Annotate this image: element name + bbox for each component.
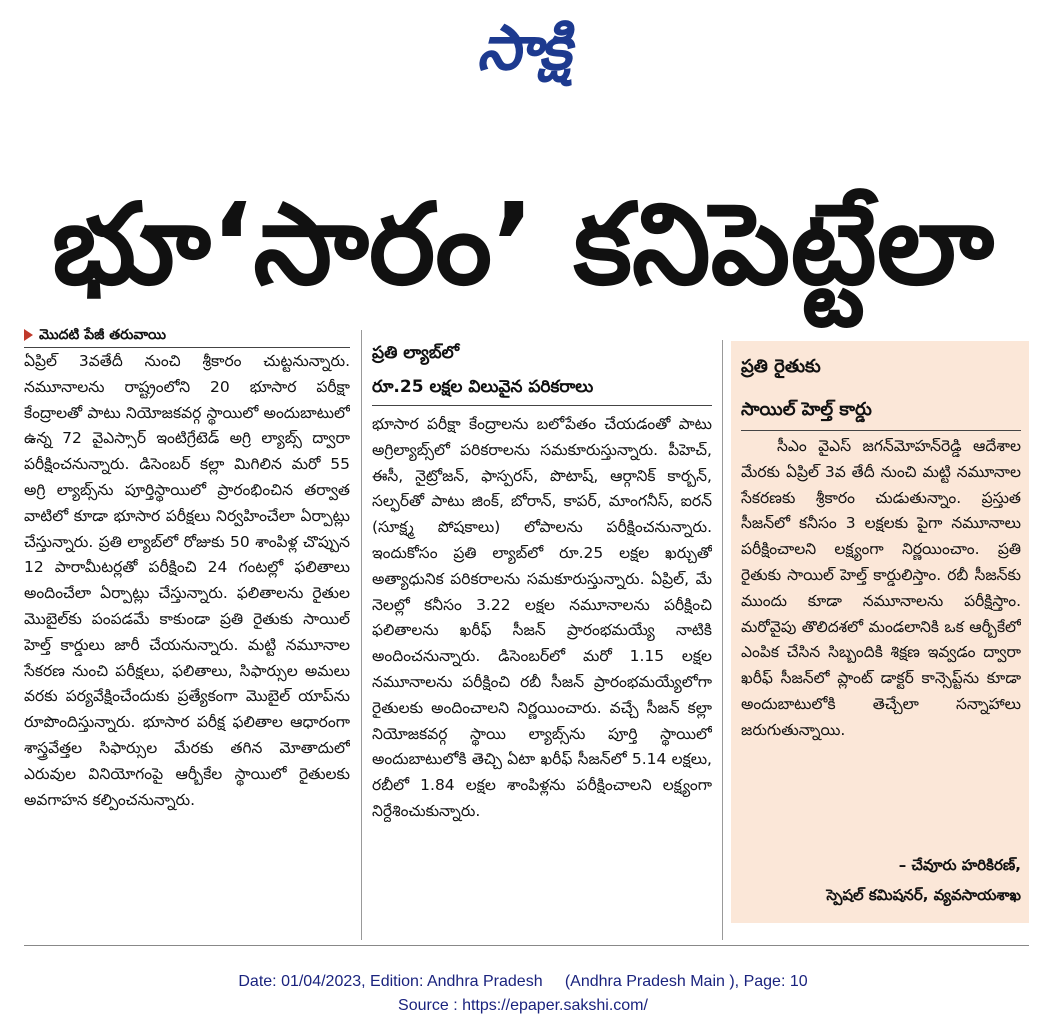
- continuation-note: [24, 327, 166, 346]
- sidebar-quote: [741, 434, 1021, 852]
- article-column-2: [372, 412, 712, 935]
- logo-text: సాక్షి: [476, 11, 570, 84]
- column1-top-rule: [24, 347, 350, 348]
- triangle-icon: [24, 329, 33, 341]
- signature-name: – చేవూరు హరికిరణ్,: [898, 856, 1021, 874]
- article-column-1: [24, 349, 350, 935]
- column2-subheading-line1: ప్రతి ల్యాబ్‌లో: [372, 343, 460, 363]
- footer-date-line: Date: 01/04/2023, Edition: Andhra Pradesh (Andhra Pradesh Main ), Page: 10: [238, 973, 808, 990]
- sidebar-rule: [741, 430, 1021, 431]
- footer-rule: [24, 945, 1029, 946]
- sidebar-title-line1: ప్రతి రైతుకు: [741, 356, 821, 377]
- continuation-label: మొదటి పేజీ తరువాయి: [39, 327, 166, 343]
- masthead-logo: [0, 8, 1046, 88]
- footer-source-line: Source : https://epaper.sakshi.com/: [398, 997, 648, 1014]
- column2-body: భూసార పరీక్షా కేంద్రాలను బలోపేతం చేయడంతో పాటు అగ్రిల్యాబ్స్‌లో పరికరాలను సమకూరుస్తున్నారు. పీహెచ్, ఈసీ, నైట్రోజన్, ఫాస్పరస్, పొటాష్, ఆర్గానిక్ కార్బన్, సల్ఫర్‌తో పాటు జింక్, బోరాన్, కాపర్, మాంగనీస్, ఐరన్ (సూక్ష్మ పోషకాలు) లోపాలను పరీక్షించనున్నారు. ఇందుకోసం ప్రతి ల్యాబ్‌లో రూ.25 లక్షల ఖర్చుతో అత్యాధునిక పరికరాలను సమకూరుస్తున్నారు. ఏప్రిల్, మే నెలల్లో కనీసం 3.22 లక్షల నమూనాలను పరీక్షించి ఫలితాలను ఖరీఫ్ సీజన్ ప్రారంభమయ్యే నాటికి అందించనున్నారు. డిసెంబర్‌లో మరో 1.15 లక్షల నమూనాలను పరీక్షించి రబీ సీజన్ ప్రారంభమయ్యేలోగా రైతులకు అందించాలని నిర్ణయించారు. వచ్చే సీజన్ కల్లా నియోజకవర్గ స్థాయి ల్యాబ్స్‌ను పూర్తి స్థాయిలో అందుబాటులోకి తెచ్చి ఏటా ఖరీఫ్ సీజన్‌లో 5.14 లక్షలు, రబీలో 1.84 లక్షల శాంపిళ్లను పరీక్షించాలని లక్ష్యంగా నిర్దేశించుకున్నారు.: [372, 415, 712, 820]
- column1-body: ఏప్రిల్ 3వతేదీ నుంచి శ్రీకారం చుట్టనున్నారు. నమూనాలను రాష్ట్రంలోని 20 భూసార పరీక్షా కేంద్రాలతో పాటు నియోజకవర్గ స్థాయిలో అందుబాటులో ఉన్న 72 వైఎస్సార్ ఇంటిగ్రేటెడ్ అగ్రి ల్యాబ్స్ ద్వారా పరీక్షించనున్నారు. డిసెంబర్ కల్లా మిగిలిన మరో 55 అగ్రి ల్యాబ్స్‌ను పూర్తిస్థాయిలో ప్రారంభించిన తర్వాత వాటిలో కూడా భూసార పరీక్షలు నిర్వహించేలా ఏర్పాట్లు చేస్తున్నారు. ప్రతి ల్యాబ్‌లో రోజుకు 50 శాంపిళ్ల చొప్పున 12 పారామీటర్లతో పరీక్షించి 24 గంటల్లో ఫలితాలు అందించేలా ఏర్పాట్లు చేస్తున్నారు. ఫలితాలను రైతుల మొబైల్‌కు పంపడమే కాకుండా ప్రతి రైతుకు సాయిల్ హెల్త్ కార్డులు జారీ చేయనున్నారు. మట్టి నమూనాల సేకరణ నుంచి పరీక్షలు, ఫలితాలు, సిఫార్సుల అమలు వరకు పర్యవేక్షించేందుకు ప్రత్యేకంగా మొబైల్ యాప్‌ను రూపొందిస్తున్నారు. భూసార పరీక్ష ఫలితాల ఆధారంగా శాస్త్రవేత్తల సిఫార్సుల మేరకు తగిన మోతాదులో ఎరువుల వినియోగంపై ఆర్బీకేల స్థాయిలో రైతులకు అవగాహన కల్పించనున్నారు.: [24, 352, 350, 809]
- footer: [0, 970, 1046, 1018]
- column2-subheading: [372, 336, 712, 404]
- sidebar-title: [741, 345, 1021, 431]
- column-divider-1: [361, 330, 362, 940]
- sidebar-title-line2: సాయిల్ హెల్త్ కార్డు: [741, 399, 872, 420]
- column2-subheading-line2: రూ.25 లక్షల విలువైన పరికరాలు: [372, 377, 594, 397]
- column-divider-2: [722, 340, 723, 940]
- signature-title: స్పెషల్ కమిషనర్, వ్యవసాయశాఖ: [826, 886, 1021, 904]
- column2-rule: [372, 405, 712, 406]
- headline: భూ‘సారం’ కనిపెట్టేలా: [51, 180, 995, 310]
- sidebar-body: సీఎం వైఎస్ జగన్‌మోహన్‌రెడ్డి ఆదేశాల మేరకు ఏప్రిల్ 3వ తేదీ నుంచి మట్టి నమూనాల సేకరణకు శ్రీకారం చుడుతున్నాం. ప్రస్తుత సీజన్‌లో కనీసం 3 లక్షలకు పైగా నమూనాలు పరీక్షించాలని లక్ష్యంగా నిర్ణయించాం. ప్రతి రైతుకు సాయిల్ హెల్త్ కార్డులిస్తాం. రబీ సీజన్‌కు ముందు కూడా నమూనాలను పరీక్షిస్తాం. మరోవైపు తొలిదశలో మండలానికి ఒక ఆర్బీకేలో ఎంపిక చేసిన సిబ్బందికి శిక్షణ ఇవ్వడం ద్వారా ఖరీఫ్ సీజన్‌లో ప్లాంట్ డాక్టర్ కాన్సెప్ట్‌ను కూడా అందుబాటులోకి తెచ్చేలా సన్నాహాలు జరుగుతున్నాయి.: [741, 437, 1021, 739]
